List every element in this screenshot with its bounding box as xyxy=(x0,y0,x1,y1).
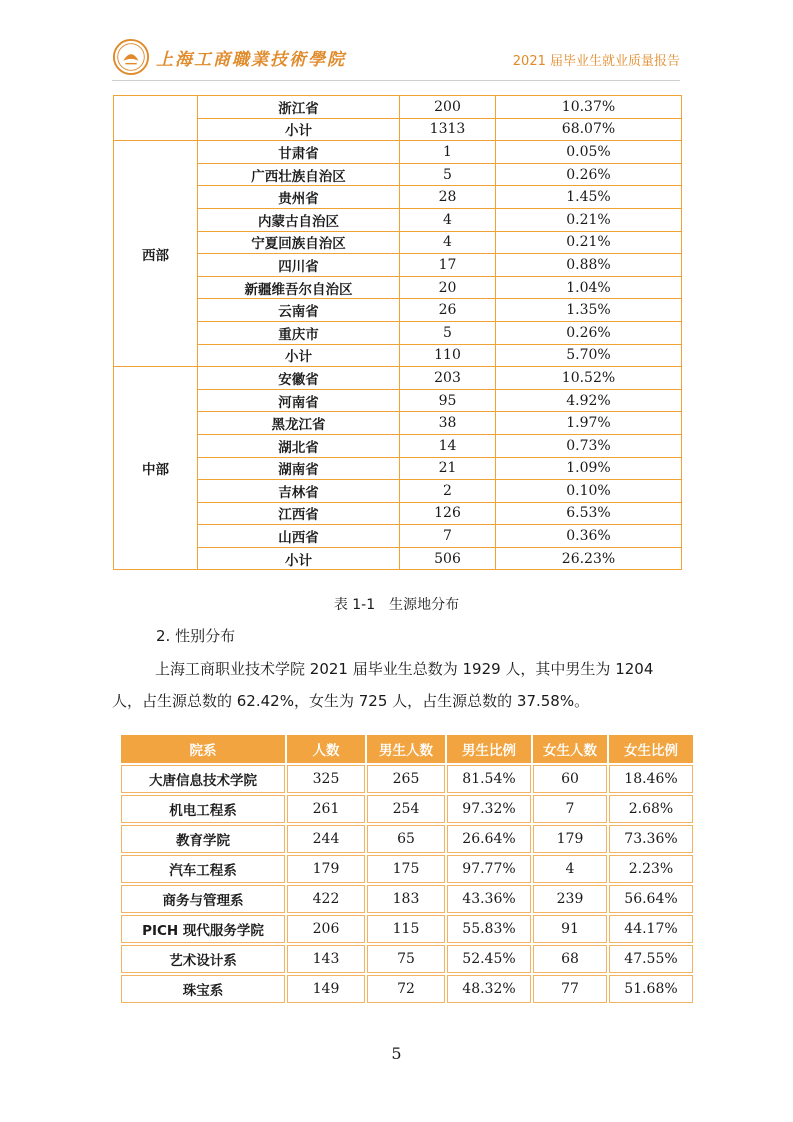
province-cell: 河南省 xyxy=(198,389,400,412)
table-row xyxy=(121,885,693,913)
percent-cell: 0.36% xyxy=(496,525,682,548)
percent-cell: 0.26% xyxy=(496,163,682,186)
table-row xyxy=(114,412,682,435)
table-row xyxy=(121,975,693,1003)
department-cell: 汽车工程系 xyxy=(121,855,285,883)
table-row xyxy=(121,915,693,943)
province-cell: 新疆维吾尔自治区 xyxy=(198,276,400,299)
value-cell: 77 xyxy=(533,975,607,1003)
table-row xyxy=(121,765,693,793)
table-row xyxy=(121,825,693,853)
province-cell: 小计 xyxy=(198,344,400,367)
value-cell: 179 xyxy=(287,855,365,883)
table-row xyxy=(114,96,682,119)
percent-cell: 6.53% xyxy=(496,502,682,525)
value-cell: 48.32% xyxy=(447,975,531,1003)
count-cell: 4 xyxy=(400,231,496,254)
department-cell: PICH 现代服务学院 xyxy=(121,915,285,943)
column-header: 院系 xyxy=(121,735,285,763)
school-logo xyxy=(112,38,346,76)
province-cell: 重庆市 xyxy=(198,321,400,344)
table-row xyxy=(114,321,682,344)
value-cell: 72 xyxy=(367,975,445,1003)
value-cell: 55.83% xyxy=(447,915,531,943)
value-cell: 2.68% xyxy=(609,795,693,823)
count-cell: 14 xyxy=(400,434,496,457)
count-cell: 200 xyxy=(400,96,496,119)
province-cell: 甘肃省 xyxy=(198,141,400,164)
province-cell: 浙江省 xyxy=(198,96,400,119)
province-cell: 宁夏回族自治区 xyxy=(198,231,400,254)
percent-cell: 1.35% xyxy=(496,299,682,322)
percent-cell: 4.92% xyxy=(496,389,682,412)
department-cell: 珠宝系 xyxy=(121,975,285,1003)
percent-cell: 0.21% xyxy=(496,208,682,231)
province-cell: 小计 xyxy=(198,118,400,141)
table-row xyxy=(114,525,682,548)
department-cell: 商务与管理系 xyxy=(121,885,285,913)
count-cell: 1 xyxy=(400,141,496,164)
school-emblem-icon xyxy=(112,38,150,76)
table-row xyxy=(114,547,682,570)
province-cell: 内蒙古自治区 xyxy=(198,208,400,231)
value-cell: 97.77% xyxy=(447,855,531,883)
value-cell: 60 xyxy=(533,765,607,793)
count-cell: 7 xyxy=(400,525,496,548)
value-cell: 43.36% xyxy=(447,885,531,913)
table-caption: 表 1-1 生源地分布 xyxy=(333,597,460,613)
value-cell: 75 xyxy=(367,945,445,973)
count-cell: 126 xyxy=(400,502,496,525)
gender-summary-paragraph: 上海工商职业技术学院 2021 届毕业生总数为 1929 人，其中男生为 1204 人，占生源总数的 62.42%，女生为 725 人，占生源总数的 37.58%。 xyxy=(112,660,654,710)
value-cell: 26.64% xyxy=(447,825,531,853)
value-cell: 143 xyxy=(287,945,365,973)
table-row xyxy=(114,208,682,231)
value-cell: 254 xyxy=(367,795,445,823)
column-header: 人数 xyxy=(287,735,365,763)
value-cell: 115 xyxy=(367,915,445,943)
table-row xyxy=(114,276,682,299)
table-row xyxy=(121,855,693,883)
value-cell: 244 xyxy=(287,825,365,853)
province-cell: 四川省 xyxy=(198,254,400,277)
province-cell: 江西省 xyxy=(198,502,400,525)
column-header: 男生比例 xyxy=(447,735,531,763)
count-cell: 17 xyxy=(400,254,496,277)
value-cell: 68 xyxy=(533,945,607,973)
percent-cell: 68.07% xyxy=(496,118,682,141)
value-cell: 81.54% xyxy=(447,765,531,793)
percent-cell: 1.09% xyxy=(496,457,682,480)
value-cell: 56.64% xyxy=(609,885,693,913)
count-cell: 110 xyxy=(400,344,496,367)
count-cell: 4 xyxy=(400,208,496,231)
count-cell: 38 xyxy=(400,412,496,435)
percent-cell: 0.88% xyxy=(496,254,682,277)
percent-cell: 0.10% xyxy=(496,480,682,503)
percent-cell: 1.45% xyxy=(496,186,682,209)
count-cell: 20 xyxy=(400,276,496,299)
department-cell: 艺术设计系 xyxy=(121,945,285,973)
table-row xyxy=(121,795,693,823)
column-header: 男生人数 xyxy=(367,735,445,763)
table-row xyxy=(114,389,682,412)
value-cell: 51.68% xyxy=(609,975,693,1003)
value-cell: 91 xyxy=(533,915,607,943)
percent-cell: 1.97% xyxy=(496,412,682,435)
province-cell: 安徽省 xyxy=(198,367,400,390)
province-cell: 湖南省 xyxy=(198,457,400,480)
count-cell: 26 xyxy=(400,299,496,322)
school-name: 上海工商職業技術學院 xyxy=(156,49,346,70)
percent-cell: 0.21% xyxy=(496,231,682,254)
count-cell: 1313 xyxy=(400,118,496,141)
gender-distribution-table xyxy=(119,733,695,1005)
table-row xyxy=(114,231,682,254)
column-header: 女生比例 xyxy=(609,735,693,763)
value-cell: 183 xyxy=(367,885,445,913)
value-cell: 7 xyxy=(533,795,607,823)
table-row xyxy=(114,118,682,141)
region-label: 西部 xyxy=(114,141,198,367)
value-cell: 179 xyxy=(533,825,607,853)
table-row xyxy=(114,299,682,322)
section-heading: 2. 性别分布 xyxy=(156,627,236,645)
page-number: 5 xyxy=(391,1044,402,1063)
count-cell: 21 xyxy=(400,457,496,480)
value-cell: 175 xyxy=(367,855,445,883)
value-cell: 239 xyxy=(533,885,607,913)
value-cell: 2.23% xyxy=(609,855,693,883)
column-header: 女生人数 xyxy=(533,735,607,763)
table-row xyxy=(114,457,682,480)
count-cell: 2 xyxy=(400,480,496,503)
value-cell: 18.46% xyxy=(609,765,693,793)
page-header xyxy=(112,38,680,80)
province-cell: 贵州省 xyxy=(198,186,400,209)
table-row xyxy=(114,367,682,390)
value-cell: 52.45% xyxy=(447,945,531,973)
province-cell: 湖北省 xyxy=(198,434,400,457)
region-label: 中部 xyxy=(114,367,198,570)
value-cell: 265 xyxy=(367,765,445,793)
percent-cell: 26.23% xyxy=(496,547,682,570)
count-cell: 5 xyxy=(400,321,496,344)
percent-cell: 0.73% xyxy=(496,434,682,457)
province-cell: 吉林省 xyxy=(198,480,400,503)
value-cell: 325 xyxy=(287,765,365,793)
count-cell: 28 xyxy=(400,186,496,209)
value-cell: 97.32% xyxy=(447,795,531,823)
table-row xyxy=(114,254,682,277)
table-row xyxy=(121,945,693,973)
value-cell: 206 xyxy=(287,915,365,943)
table-row xyxy=(114,163,682,186)
value-cell: 73.36% xyxy=(609,825,693,853)
percent-cell: 10.37% xyxy=(496,96,682,119)
province-cell: 云南省 xyxy=(198,299,400,322)
department-cell: 机电工程系 xyxy=(121,795,285,823)
table-row xyxy=(114,344,682,367)
table-row xyxy=(114,434,682,457)
percent-cell: 0.05% xyxy=(496,141,682,164)
province-cell: 山西省 xyxy=(198,525,400,548)
table-row xyxy=(114,502,682,525)
header-divider xyxy=(112,80,680,81)
province-cell: 黑龙江省 xyxy=(198,412,400,435)
table-row xyxy=(114,141,682,164)
department-cell: 大唐信息技术学院 xyxy=(121,765,285,793)
count-cell: 203 xyxy=(400,367,496,390)
report-title: 2021 届毕业生就业质量报告 xyxy=(512,54,680,69)
value-cell: 261 xyxy=(287,795,365,823)
region-cell-empty xyxy=(114,96,198,141)
percent-cell: 10.52% xyxy=(496,367,682,390)
percent-cell: 1.04% xyxy=(496,276,682,299)
table-row xyxy=(114,480,682,503)
value-cell: 149 xyxy=(287,975,365,1003)
count-cell: 506 xyxy=(400,547,496,570)
value-cell: 422 xyxy=(287,885,365,913)
table-header-row xyxy=(121,735,693,763)
region-distribution-table xyxy=(113,95,682,570)
count-cell: 95 xyxy=(400,389,496,412)
percent-cell: 0.26% xyxy=(496,321,682,344)
value-cell: 47.55% xyxy=(609,945,693,973)
value-cell: 4 xyxy=(533,855,607,883)
value-cell: 44.17% xyxy=(609,915,693,943)
province-cell: 小计 xyxy=(198,547,400,570)
province-cell: 广西壮族自治区 xyxy=(198,163,400,186)
department-cell: 教育学院 xyxy=(121,825,285,853)
count-cell: 5 xyxy=(400,163,496,186)
table-row xyxy=(114,186,682,209)
percent-cell: 5.70% xyxy=(496,344,682,367)
value-cell: 65 xyxy=(367,825,445,853)
